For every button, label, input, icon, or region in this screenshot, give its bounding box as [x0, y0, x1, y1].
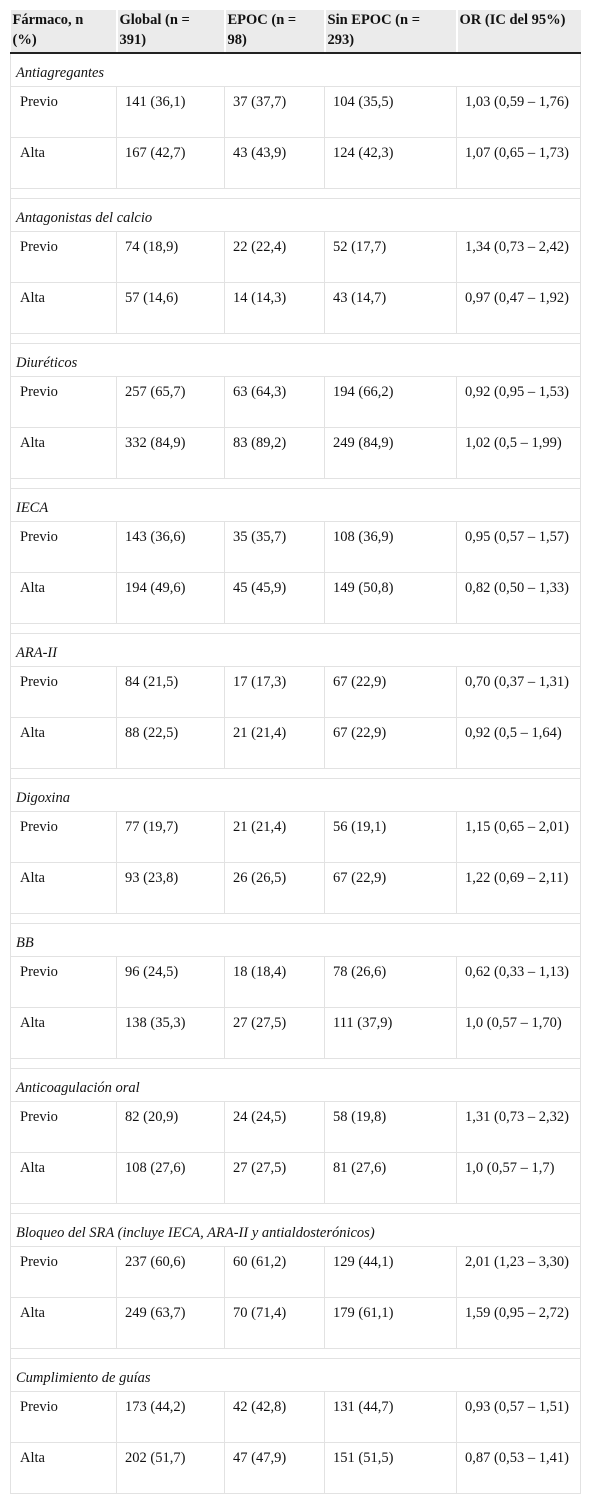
table-row	[11, 1298, 581, 1349]
spacer-cell	[11, 189, 581, 199]
row-label: Alta	[11, 283, 117, 334]
spacer-cell	[11, 769, 581, 779]
sin-epoc-value: 52 (17,7)	[325, 232, 457, 283]
or-value: 0,62 (0,33 – 1,13)	[457, 957, 581, 1008]
spacer-cell	[11, 1349, 581, 1359]
sin-epoc-value: 131 (44,7)	[325, 1392, 457, 1443]
group-header-row	[11, 1359, 581, 1392]
or-value: 0,92 (0,95 – 1,53)	[457, 377, 581, 428]
row-label: Previo	[11, 812, 117, 863]
header-epoc: EPOC (n = 98)	[225, 10, 325, 53]
sin-epoc-value: 108 (36,9)	[325, 522, 457, 573]
row-label: Alta	[11, 718, 117, 769]
header-or: OR (IC del 95%)	[457, 10, 581, 53]
epoc-value: 43 (43,9)	[225, 138, 325, 189]
global-value: 108 (27,6)	[117, 1153, 225, 1204]
epoc-value: 17 (17,3)	[225, 667, 325, 718]
global-value: 138 (35,3)	[117, 1008, 225, 1059]
group-title: Antiagregantes	[11, 53, 581, 87]
group-spacer	[11, 189, 581, 199]
epoc-value: 14 (14,3)	[225, 283, 325, 334]
table-row	[11, 232, 581, 283]
epoc-value: 27 (27,5)	[225, 1153, 325, 1204]
row-label: Alta	[11, 1008, 117, 1059]
sin-epoc-value: 58 (19,8)	[325, 1102, 457, 1153]
sin-epoc-value: 81 (27,6)	[325, 1153, 457, 1204]
row-label: Alta	[11, 1443, 117, 1494]
epoc-value: 37 (37,7)	[225, 87, 325, 138]
epoc-value: 60 (61,2)	[225, 1247, 325, 1298]
epoc-value: 27 (27,5)	[225, 1008, 325, 1059]
row-label: Alta	[11, 1298, 117, 1349]
table-container	[10, 10, 580, 1494]
table-row	[11, 1153, 581, 1204]
group-title: Bloqueo del SRA (incluye IECA, ARA-II y antialdosterónicos)	[11, 1214, 581, 1247]
sin-epoc-value: 129 (44,1)	[325, 1247, 457, 1298]
row-label: Alta	[11, 428, 117, 479]
or-value: 0,92 (0,5 – 1,64)	[457, 718, 581, 769]
header-row	[11, 10, 581, 53]
epoc-value: 18 (18,4)	[225, 957, 325, 1008]
table-row	[11, 667, 581, 718]
table-row	[11, 718, 581, 769]
global-value: 74 (18,9)	[117, 232, 225, 283]
epoc-value: 26 (26,5)	[225, 863, 325, 914]
global-value: 57 (14,6)	[117, 283, 225, 334]
group-header-row	[11, 924, 581, 957]
group-header-row	[11, 344, 581, 377]
row-label: Alta	[11, 863, 117, 914]
group-header-row	[11, 1214, 581, 1247]
or-value: 1,0 (0,57 – 1,70)	[457, 1008, 581, 1059]
or-value: 1,15 (0,65 – 2,01)	[457, 812, 581, 863]
group-header-row	[11, 779, 581, 812]
epoc-value: 45 (45,9)	[225, 573, 325, 624]
row-label: Previo	[11, 957, 117, 1008]
group-spacer	[11, 479, 581, 489]
header-drug: Fármaco, n (%)	[11, 10, 117, 53]
group-title: BB	[11, 924, 581, 957]
sin-epoc-value: 151 (51,5)	[325, 1443, 457, 1494]
global-value: 88 (22,5)	[117, 718, 225, 769]
epoc-value: 47 (47,9)	[225, 1443, 325, 1494]
spacer-cell	[11, 334, 581, 344]
or-value: 0,87 (0,53 – 1,41)	[457, 1443, 581, 1494]
sin-epoc-value: 124 (42,3)	[325, 138, 457, 189]
table-row	[11, 522, 581, 573]
sin-epoc-value: 104 (35,5)	[325, 87, 457, 138]
or-value: 0,97 (0,47 – 1,92)	[457, 283, 581, 334]
table-row	[11, 138, 581, 189]
sin-epoc-value: 67 (22,9)	[325, 718, 457, 769]
global-value: 249 (63,7)	[117, 1298, 225, 1349]
header-sin-epoc: Sin EPOC (n = 293)	[325, 10, 457, 53]
table-row	[11, 1102, 581, 1153]
or-value: 1,03 (0,59 – 1,76)	[457, 87, 581, 138]
row-label: Previo	[11, 232, 117, 283]
sin-epoc-value: 179 (61,1)	[325, 1298, 457, 1349]
table-row	[11, 1247, 581, 1298]
spacer-cell	[11, 624, 581, 634]
group-spacer	[11, 769, 581, 779]
group-spacer	[11, 1204, 581, 1214]
global-value: 167 (42,7)	[117, 138, 225, 189]
table-row	[11, 1392, 581, 1443]
epoc-value: 42 (42,8)	[225, 1392, 325, 1443]
global-value: 194 (49,6)	[117, 573, 225, 624]
table-body	[11, 53, 581, 1494]
row-label: Previo	[11, 667, 117, 718]
epoc-value: 22 (22,4)	[225, 232, 325, 283]
group-title: ARA-II	[11, 634, 581, 667]
table-row	[11, 377, 581, 428]
or-value: 1,07 (0,65 – 1,73)	[457, 138, 581, 189]
epoc-value: 21 (21,4)	[225, 812, 325, 863]
global-value: 77 (19,7)	[117, 812, 225, 863]
global-value: 96 (24,5)	[117, 957, 225, 1008]
group-title: IECA	[11, 489, 581, 522]
group-header-row	[11, 489, 581, 522]
group-spacer	[11, 334, 581, 344]
spacer-cell	[11, 1204, 581, 1214]
or-value: 1,22 (0,69 – 2,11)	[457, 863, 581, 914]
group-spacer	[11, 914, 581, 924]
table-row	[11, 87, 581, 138]
global-value: 93 (23,8)	[117, 863, 225, 914]
row-label: Previo	[11, 522, 117, 573]
table-row	[11, 957, 581, 1008]
epoc-value: 21 (21,4)	[225, 718, 325, 769]
epoc-value: 63 (64,3)	[225, 377, 325, 428]
group-spacer	[11, 624, 581, 634]
row-label: Previo	[11, 1392, 117, 1443]
spacer-cell	[11, 1059, 581, 1069]
sin-epoc-value: 67 (22,9)	[325, 863, 457, 914]
row-label: Previo	[11, 1247, 117, 1298]
global-value: 82 (20,9)	[117, 1102, 225, 1153]
sin-epoc-value: 194 (66,2)	[325, 377, 457, 428]
global-value: 84 (21,5)	[117, 667, 225, 718]
table-row	[11, 573, 581, 624]
global-value: 173 (44,2)	[117, 1392, 225, 1443]
epoc-value: 70 (71,4)	[225, 1298, 325, 1349]
group-spacer	[11, 1059, 581, 1069]
epoc-value: 24 (24,5)	[225, 1102, 325, 1153]
row-label: Alta	[11, 1153, 117, 1204]
sin-epoc-value: 249 (84,9)	[325, 428, 457, 479]
table-row	[11, 283, 581, 334]
drug-table	[10, 10, 581, 1494]
row-label: Alta	[11, 573, 117, 624]
or-value: 1,34 (0,73 – 2,42)	[457, 232, 581, 283]
row-label: Previo	[11, 87, 117, 138]
sin-epoc-value: 111 (37,9)	[325, 1008, 457, 1059]
table-row	[11, 1008, 581, 1059]
or-value: 1,02 (0,5 – 1,99)	[457, 428, 581, 479]
group-header-row	[11, 53, 581, 87]
or-value: 1,59 (0,95 – 2,72)	[457, 1298, 581, 1349]
epoc-value: 35 (35,7)	[225, 522, 325, 573]
global-value: 141 (36,1)	[117, 87, 225, 138]
group-title: Anticoagulación oral	[11, 1069, 581, 1102]
sin-epoc-value: 56 (19,1)	[325, 812, 457, 863]
or-value: 0,93 (0,57 – 1,51)	[457, 1392, 581, 1443]
sin-epoc-value: 43 (14,7)	[325, 283, 457, 334]
table-row	[11, 1443, 581, 1494]
sin-epoc-value: 149 (50,8)	[325, 573, 457, 624]
or-value: 1,0 (0,57 – 1,7)	[457, 1153, 581, 1204]
row-label: Previo	[11, 1102, 117, 1153]
or-value: 1,31 (0,73 – 2,32)	[457, 1102, 581, 1153]
or-value: 2,01 (1,23 – 3,30)	[457, 1247, 581, 1298]
group-spacer	[11, 1349, 581, 1359]
group-title: Digoxina	[11, 779, 581, 812]
group-title: Diuréticos	[11, 344, 581, 377]
group-title: Cumplimiento de guías	[11, 1359, 581, 1392]
or-value: 0,70 (0,37 – 1,31)	[457, 667, 581, 718]
group-header-row	[11, 1069, 581, 1102]
row-label: Previo	[11, 377, 117, 428]
table-row	[11, 812, 581, 863]
sin-epoc-value: 78 (26,6)	[325, 957, 457, 1008]
global-value: 332 (84,9)	[117, 428, 225, 479]
group-header-row	[11, 634, 581, 667]
group-title: Antagonistas del calcio	[11, 199, 581, 232]
global-value: 202 (51,7)	[117, 1443, 225, 1494]
table-header	[11, 10, 581, 53]
epoc-value: 83 (89,2)	[225, 428, 325, 479]
spacer-cell	[11, 914, 581, 924]
group-header-row	[11, 199, 581, 232]
header-global: Global (n = 391)	[117, 10, 225, 53]
table-row	[11, 863, 581, 914]
spacer-cell	[11, 479, 581, 489]
table-row	[11, 428, 581, 479]
or-value: 0,95 (0,57 – 1,57)	[457, 522, 581, 573]
global-value: 237 (60,6)	[117, 1247, 225, 1298]
sin-epoc-value: 67 (22,9)	[325, 667, 457, 718]
global-value: 257 (65,7)	[117, 377, 225, 428]
row-label: Alta	[11, 138, 117, 189]
or-value: 0,82 (0,50 – 1,33)	[457, 573, 581, 624]
global-value: 143 (36,6)	[117, 522, 225, 573]
